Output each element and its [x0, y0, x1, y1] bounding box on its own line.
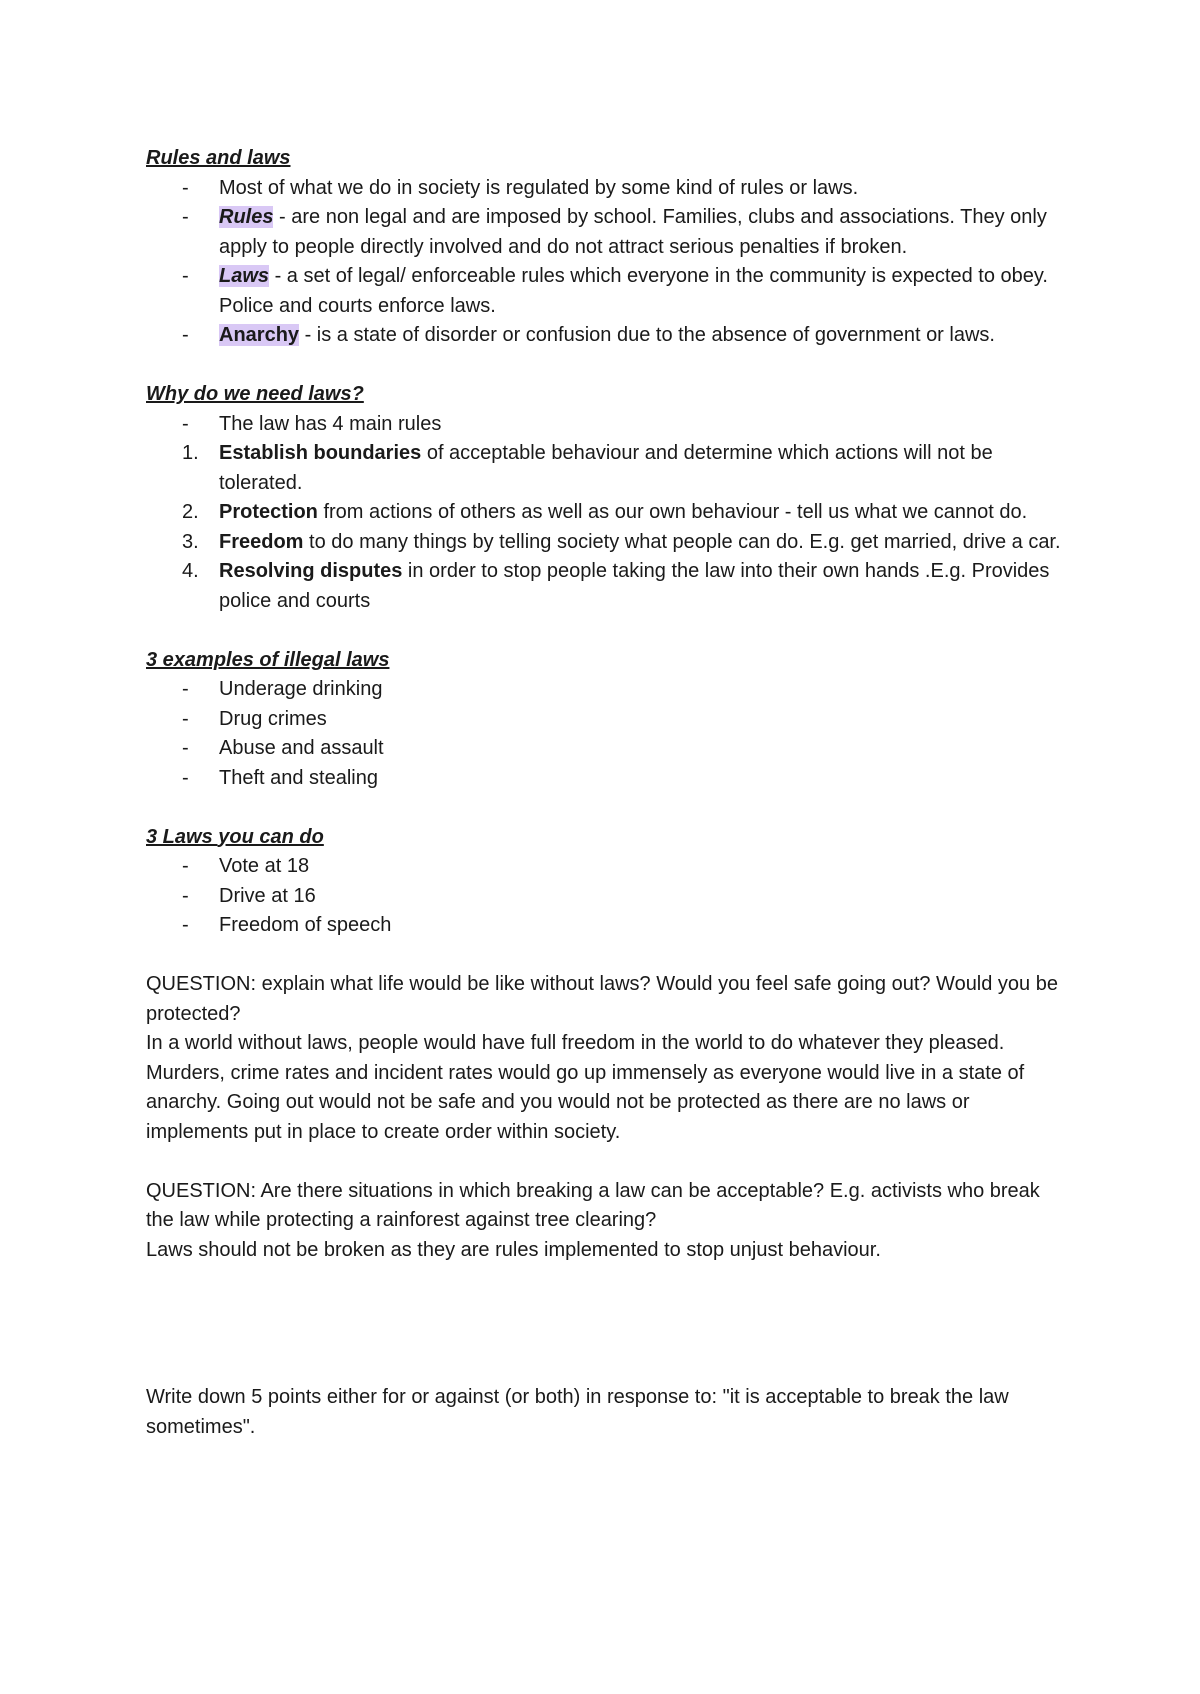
list-item-text: The law has 4 main rules	[219, 412, 442, 435]
list-item-text: Drug crimes	[219, 707, 327, 730]
bullet-marker: -	[182, 206, 189, 228]
term-highlight: Laws	[219, 265, 270, 287]
list-item-text: Drive at 16	[219, 884, 316, 907]
list-item	[146, 675, 1066, 705]
answer-2: Laws should not be broken as they are rules implemented to stop unjust behaviour.	[146, 1238, 881, 1261]
question-2: QUESTION: Are there situations in which breaking a law can be acceptable? E.g. activists who break the law while protecting a rainforest against tree clearing?	[146, 1179, 1040, 1231]
list-item	[146, 852, 1066, 882]
number-marker: 1.	[182, 442, 199, 464]
list-item-text: Freedom of speech	[219, 914, 392, 936]
list-item	[146, 705, 1066, 735]
list-item	[146, 764, 1066, 794]
list-item-text: Most of what we do in society is regulated by some kind of rules or laws.	[219, 176, 859, 199]
question-1: QUESTION: explain what life would be like without laws? Would you feel safe going out? Would you be protected?	[146, 973, 1058, 1025]
list-item-text: - a set of legal/ enforceable rules which everyone in the community is expected to obey. Police and courts enforce laws.	[219, 265, 1048, 317]
list-item	[146, 882, 1066, 912]
list-item	[146, 203, 1066, 262]
numbered-item	[146, 439, 1066, 498]
heading-illegal-laws: 3 examples of illegal laws	[146, 648, 390, 671]
list-item-text: from actions of others as well as our own behaviour - tell us what we cannot do.	[317, 501, 1028, 523]
list-item-text: Underage drinking	[219, 678, 383, 700]
list-item	[146, 321, 1066, 351]
list-item-text: - are non legal and are imposed by school. Families, clubs and associations. They only apply to people directly involved and do not attract serious penalties if broken.	[219, 206, 1047, 258]
term-bold: Resolving disputes	[219, 560, 403, 582]
list-item	[146, 262, 1066, 321]
list-item-text: in order to stop people taking the law into their own hands .E.g. Provides police and courts	[219, 560, 1050, 612]
number-marker: 2.	[182, 501, 199, 523]
list-item-text: Vote at 18	[219, 855, 310, 877]
list-item	[146, 410, 1066, 440]
list-item-text: Theft and stealing	[219, 766, 378, 789]
numbered-item	[146, 528, 1066, 558]
document-page	[146, 144, 1066, 1442]
term-highlight: Rules	[219, 206, 274, 228]
term-bold: Freedom	[219, 530, 304, 553]
number-marker: 4.	[182, 560, 199, 582]
task-prompt: Write down 5 points either for or against (or both) in response to: "it is acceptable to break the law sometimes".	[146, 1386, 1009, 1438]
list-item-text: to do many things by telling society what people can do. E.g. get married, drive a car.	[303, 530, 1061, 553]
list-item	[146, 734, 1066, 764]
bullet-marker: -	[182, 737, 189, 759]
bullet-marker: -	[182, 766, 189, 789]
list-item-text: of acceptable behaviour and determine which actions will not be tolerated.	[219, 442, 993, 494]
list-item	[146, 911, 1066, 941]
list-item	[146, 174, 1066, 204]
bullet-marker: -	[182, 707, 189, 730]
list-item-text: Abuse and assault	[219, 737, 384, 759]
bullet-marker: -	[182, 324, 189, 346]
heading-laws-you-can-do: 3 Laws you can do	[146, 825, 324, 848]
term-bold: Establish boundaries	[219, 442, 422, 464]
bullet-marker: -	[182, 265, 189, 287]
numbered-item	[146, 557, 1066, 616]
numbered-item	[146, 498, 1066, 528]
bullet-marker: -	[182, 412, 189, 435]
heading-rules-and-laws: Rules and laws	[146, 147, 291, 169]
bullet-marker: -	[182, 914, 189, 936]
bullet-marker: -	[182, 176, 189, 199]
bullet-marker: -	[182, 678, 189, 700]
answer-1: In a world without laws, people would have full freedom in the world to do whatever they pleased. Murders, crime rates and incident rates would go up immensely as everyone would live in a state of anarchy. Going out would not be safe and you would not be protected as there are no laws or implements put in place to create order within society.	[146, 1032, 1025, 1143]
term-bold: Protection	[219, 501, 318, 523]
term-highlight: Anarchy	[219, 324, 300, 346]
heading-why-laws: Why do we need laws?	[146, 383, 364, 405]
list-item-text: - is a state of disorder or confusion due to the absence of government or laws.	[299, 324, 995, 346]
bullet-marker: -	[182, 855, 189, 877]
bullet-marker: -	[182, 884, 189, 907]
number-marker: 3.	[182, 530, 199, 553]
